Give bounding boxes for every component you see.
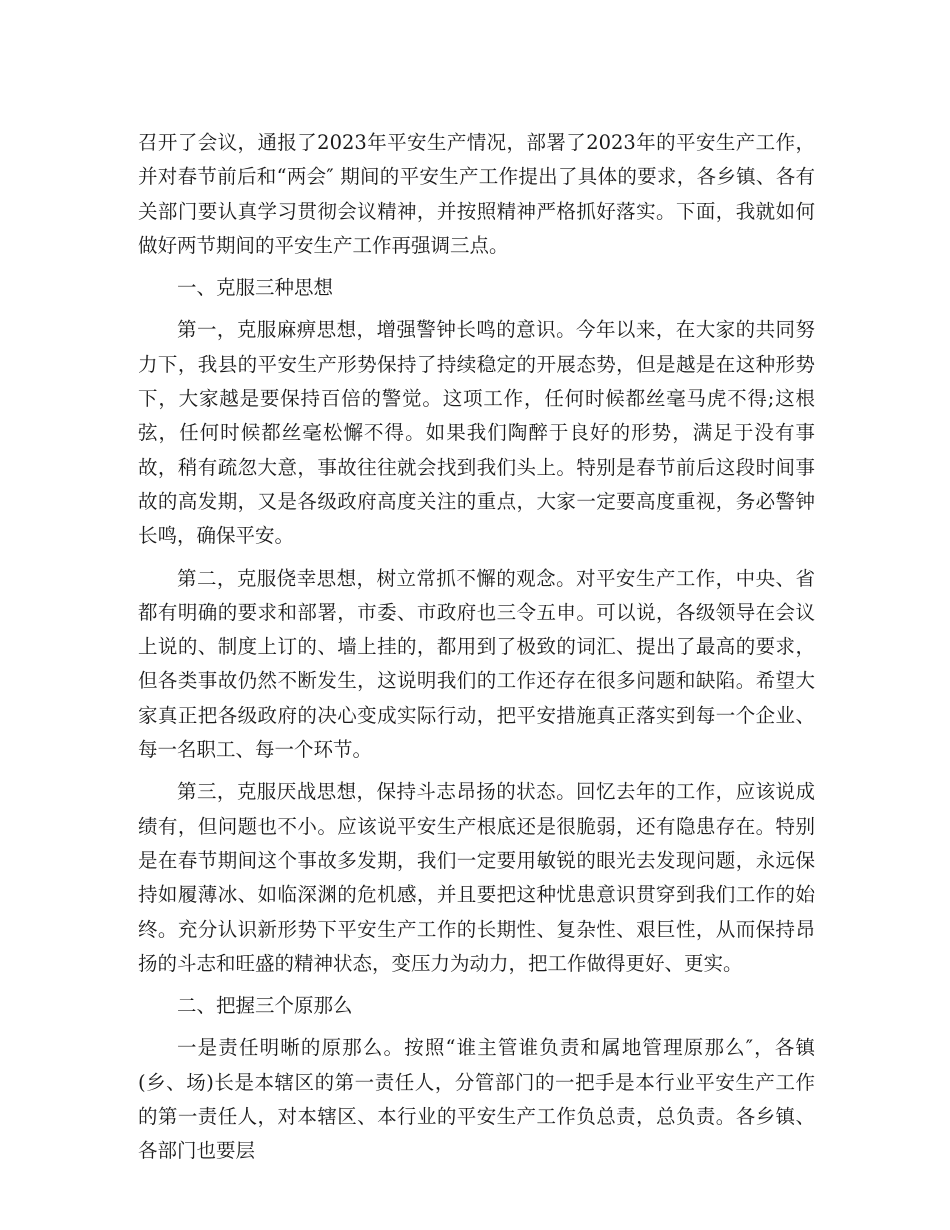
- paragraph-second-point: 第二，克服侥幸思想，树立常抓不懈的观念。对平安生产工作，中央、省都有明确的要求和部署，市委、市政府也三令五申。可以说，各级领导在会议上说的、制度上订的、墙上挂的，都用到了极致的词汇、提出了最高的要求，但各类事故仍然不断发生，这说明我们的工作还存在很多问题和缺陷。希望大家真正把各级政府的决心变成实际行动，把平安措施真正落实到每一个企业、每一名职工、每一个环节。: [138, 566, 815, 762]
- section-heading-1: 一、克服三种思想: [177, 276, 334, 300]
- paragraph-first-point: 第一，克服麻痹思想，增强警钟长鸣的意识。今年以来，在大家的共同努力下，我县的平安生产形势保持了持续稳定的开展态势，但是越是在这种形势下，大家越是要保持百倍的警觉。这项工作，任何时候都丝毫马虎不得;这根弦，任何时候都丝毫松懈不得。如果我们陶醉于良好的形势，满足于没有事故，稍有疏忽大意，事故往往就会找到我们头上。特别是春节前后这段时间事故的高发期，又是各级政府高度关注的重点，大家一定要高度重视，务必警钟长鸣，确保平安。: [138, 318, 815, 548]
- paragraph-continuation: 召开了会议，通报了2023年平安生产情况，部署了2023年的平安生产工作，并对春节前后和“两会″ 期间的平安生产工作提出了具体的要求，各乡镇、各有关部门要认真学习贯彻会议精神，并按照精神严格抓好落实。下面，我就如何做好两节期间的平安生产工作再强调三点。: [138, 131, 815, 257]
- paragraph-third-point: 第三，克服厌战思想，保持斗志昂扬的状态。回忆去年的工作，应该说成绩有，但问题也不小。应该说平安生产根底还是很脆弱，还有隐患存在。特别是在春节期间这个事故多发期，我们一定要用敏锐的眼光去发现问题，永远保持如履薄冰、如临深渊的危机感，并且要把这种忧患意识贯穿到我们工作的始终。充分认识新形势下平安生产工作的长期性、复杂性、艰巨性，从而保持昂扬的斗志和旺盛的精神状态，变压力为动力，把工作做得更好、更实。: [138, 780, 815, 975]
- section-heading-2: 二、把握三个原那么: [177, 994, 353, 1018]
- paragraph-principle-one: 一是责任明晰的原那么。按照“谁主管谁负责和属地管理原那么″，各镇(乡、场)长是本辖区的第一责任人，分管部门的一把手是本行业平安生产工作的第一责任人，对本辖区、本行业的平安生产工作负总责，总负责。各乡镇、各部门也要层: [138, 1036, 815, 1163]
- document-body: [138, 126, 815, 1169]
